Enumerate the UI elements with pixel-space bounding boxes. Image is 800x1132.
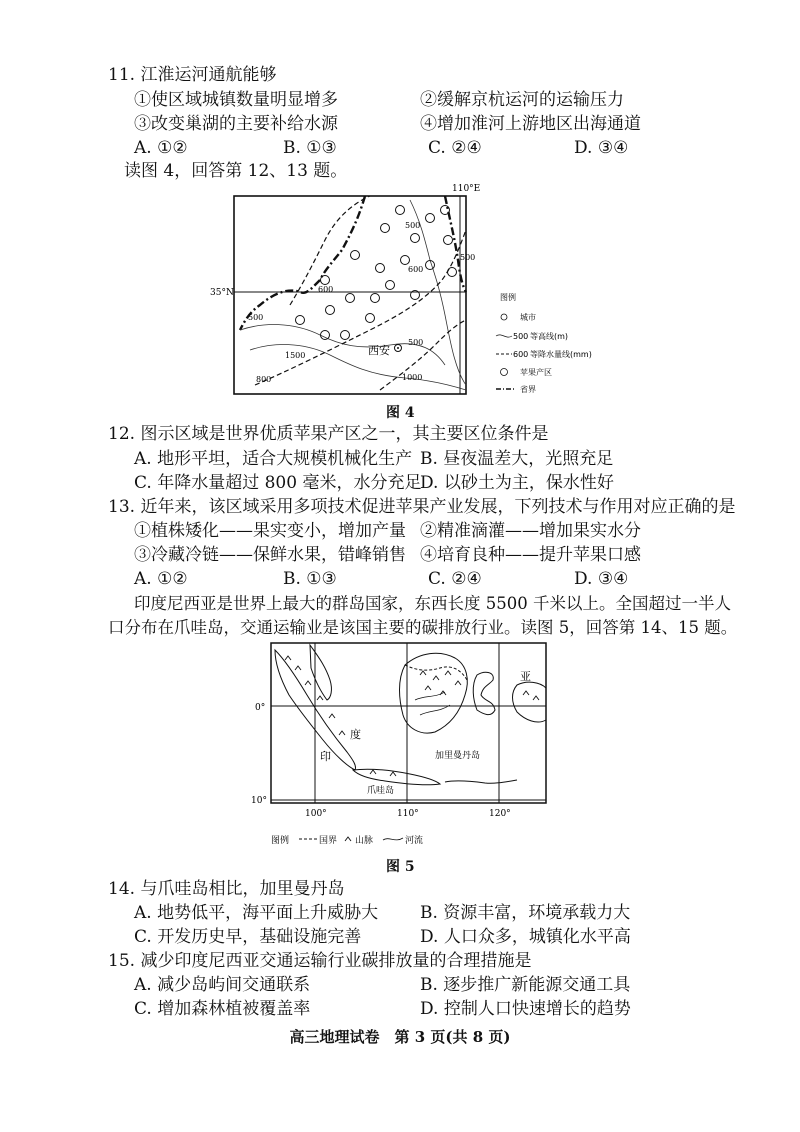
label-java: 爪哇岛 xyxy=(367,786,395,796)
q13-choice-b: B. ①③ xyxy=(283,569,337,589)
precip-label: 600 xyxy=(408,265,424,274)
q14-stem: 14. 与爪哇岛相比，加里曼丹岛 xyxy=(108,879,345,899)
lat-0-label: 0° xyxy=(255,703,266,713)
contour-label: 500 xyxy=(408,338,424,347)
q13-choice-d: D. ③④ xyxy=(574,569,629,589)
q14-choice-a: A. 地势低平，海平面上升威胁大 xyxy=(134,903,379,923)
label-du: 度 xyxy=(350,728,361,741)
figure-5-caption: 图 5 xyxy=(386,859,415,875)
q12-choice-d: D. 以砂土为主，保水性好 xyxy=(420,473,614,493)
svg-text:图例: 图例 xyxy=(271,836,290,846)
lon-120-label: 120° xyxy=(489,809,511,819)
q11-stem: 11. 江淮运河通航能够 xyxy=(108,65,277,85)
svg-text:500: 500 xyxy=(248,313,264,322)
city-label-xian: 西安 xyxy=(368,344,390,357)
fig4-legend xyxy=(496,292,592,394)
svg-text:山脉: 山脉 xyxy=(355,836,374,846)
q14-choice-c: C. 开发历史早，基础设施完善 xyxy=(134,927,362,947)
q13-option-4: ④培育良种——提升苹果口感 xyxy=(420,545,641,565)
island-kalimantan xyxy=(400,653,468,733)
q13-option-1: ①植株矮化——果实变小，增加产量 xyxy=(134,521,406,541)
contour-label: 500 xyxy=(460,253,476,262)
mountain-icon xyxy=(345,837,351,841)
apple-icon-group xyxy=(296,206,457,340)
q11-option-3: ③改变巢湖的主要补给水源 xyxy=(134,114,338,134)
q11-choice-a: A. ①② xyxy=(134,138,188,158)
lon-110-label: 110° xyxy=(397,809,419,819)
svg-text:省界: 省界 xyxy=(520,385,536,394)
q15-stem: 15. 减少印度尼西亚交通运输行业碳排放量的合理措施是 xyxy=(108,951,532,971)
q13-choice-a: A. ①② xyxy=(134,569,188,589)
q13-option-3: ③冷藏冷链——保鲜水果，错峰销售 xyxy=(134,545,406,565)
svg-text:等降水量线(mm): 等降水量线(mm) xyxy=(530,350,592,359)
label-ya: 亚 xyxy=(520,670,531,683)
svg-text:城市: 城市 xyxy=(520,313,536,322)
svg-text:苹果产区: 苹果产区 xyxy=(520,368,552,377)
apple-icon xyxy=(501,369,508,376)
q13-choice-c: C. ②④ xyxy=(428,569,482,589)
city-icon xyxy=(501,314,507,320)
read-figure-4: 读图 4，回答第 12、13 题。 xyxy=(124,161,348,181)
fig5-legend xyxy=(271,834,423,846)
q11-option-4: ④增加淮河上游地区出海通道 xyxy=(420,114,641,134)
q14-choice-b: B. 资源丰富，环境承载力大 xyxy=(420,903,631,923)
island-java xyxy=(353,769,440,785)
precip-label: 1000 xyxy=(402,373,423,382)
lon-100-label: 100° xyxy=(305,809,327,819)
q11-choice-c: C. ②④ xyxy=(428,138,482,158)
q15-choice-d: D. 控制人口快速增长的趋势 xyxy=(420,999,631,1019)
contour-label: 1500 xyxy=(285,351,306,360)
precip-label: 800 xyxy=(256,375,272,384)
q11-option-2: ②缓解京杭运河的运输压力 xyxy=(420,90,624,110)
q12-choice-b: B. 昼夜温差大，光照充足 xyxy=(420,449,614,469)
svg-text:图例: 图例 xyxy=(500,293,516,302)
svg-text:等高线(m): 等高线(m) xyxy=(530,332,569,341)
passage-line-2: 口分布在爪哇岛，交通运输业是该国主要的碳排放行业。读图 5，回答第 14、15 题。 xyxy=(108,618,738,637)
q13-option-2: ②精准滴灌——增加果实水分 xyxy=(420,521,641,541)
figure-4-caption: 图 4 xyxy=(386,405,415,421)
q13-stem: 13. 近年来，该区域采用多项技术促进苹果产业发展，下列技术与作用对应正确的是 xyxy=(108,497,736,517)
q12-stem: 12. 图示区域是世界优质苹果产区之一，其主要区位条件是 xyxy=(108,424,549,444)
q12-choice-c: C. 年降水量超过 800 毫米，水分充足 xyxy=(134,473,422,493)
q11-choice-d: D. ③④ xyxy=(574,138,629,158)
q12-choice-a: A. 地形平坦，适合大规模机械化生产 xyxy=(134,449,413,469)
label-yin: 印 xyxy=(320,750,331,763)
page-footer: 高三地理试卷 第 3 页(共 8 页) xyxy=(289,1028,511,1046)
label-kalimantan: 加里曼丹岛 xyxy=(435,751,481,761)
q15-choice-c: C. 增加森林植被覆盖率 xyxy=(134,999,311,1019)
svg-text:国界: 国界 xyxy=(319,836,338,846)
svg-text:500: 500 xyxy=(513,332,529,341)
q14-choice-d: D. 人口众多，城镇化水平高 xyxy=(420,927,631,947)
q11-choice-b: B. ①③ xyxy=(283,138,337,158)
contour-label: 500 xyxy=(405,221,421,230)
svg-text:河流: 河流 xyxy=(405,836,424,846)
fig4-lat-label: 35°N xyxy=(210,288,234,298)
figure-5-map xyxy=(251,640,555,850)
q11-option-1: ①使区域城镇数量明显增多 xyxy=(134,90,338,110)
lat-10-label: 10° xyxy=(251,796,267,806)
fig4-lon-label: 110°E xyxy=(452,184,481,194)
precip-label: 600 xyxy=(318,285,334,294)
province-border xyxy=(240,196,365,330)
svg-text:600: 600 xyxy=(513,350,529,359)
q15-choice-b: B. 逐步推广新能源交通工具 xyxy=(420,975,631,995)
figure-4-map xyxy=(210,180,592,400)
passage-line-1: 印度尼西亚是世界上最大的群岛国家，东西长度 5500 千米以上。全国超过一半人 xyxy=(134,594,731,613)
q15-choice-a: A. 减少岛屿间交通联系 xyxy=(134,975,311,995)
